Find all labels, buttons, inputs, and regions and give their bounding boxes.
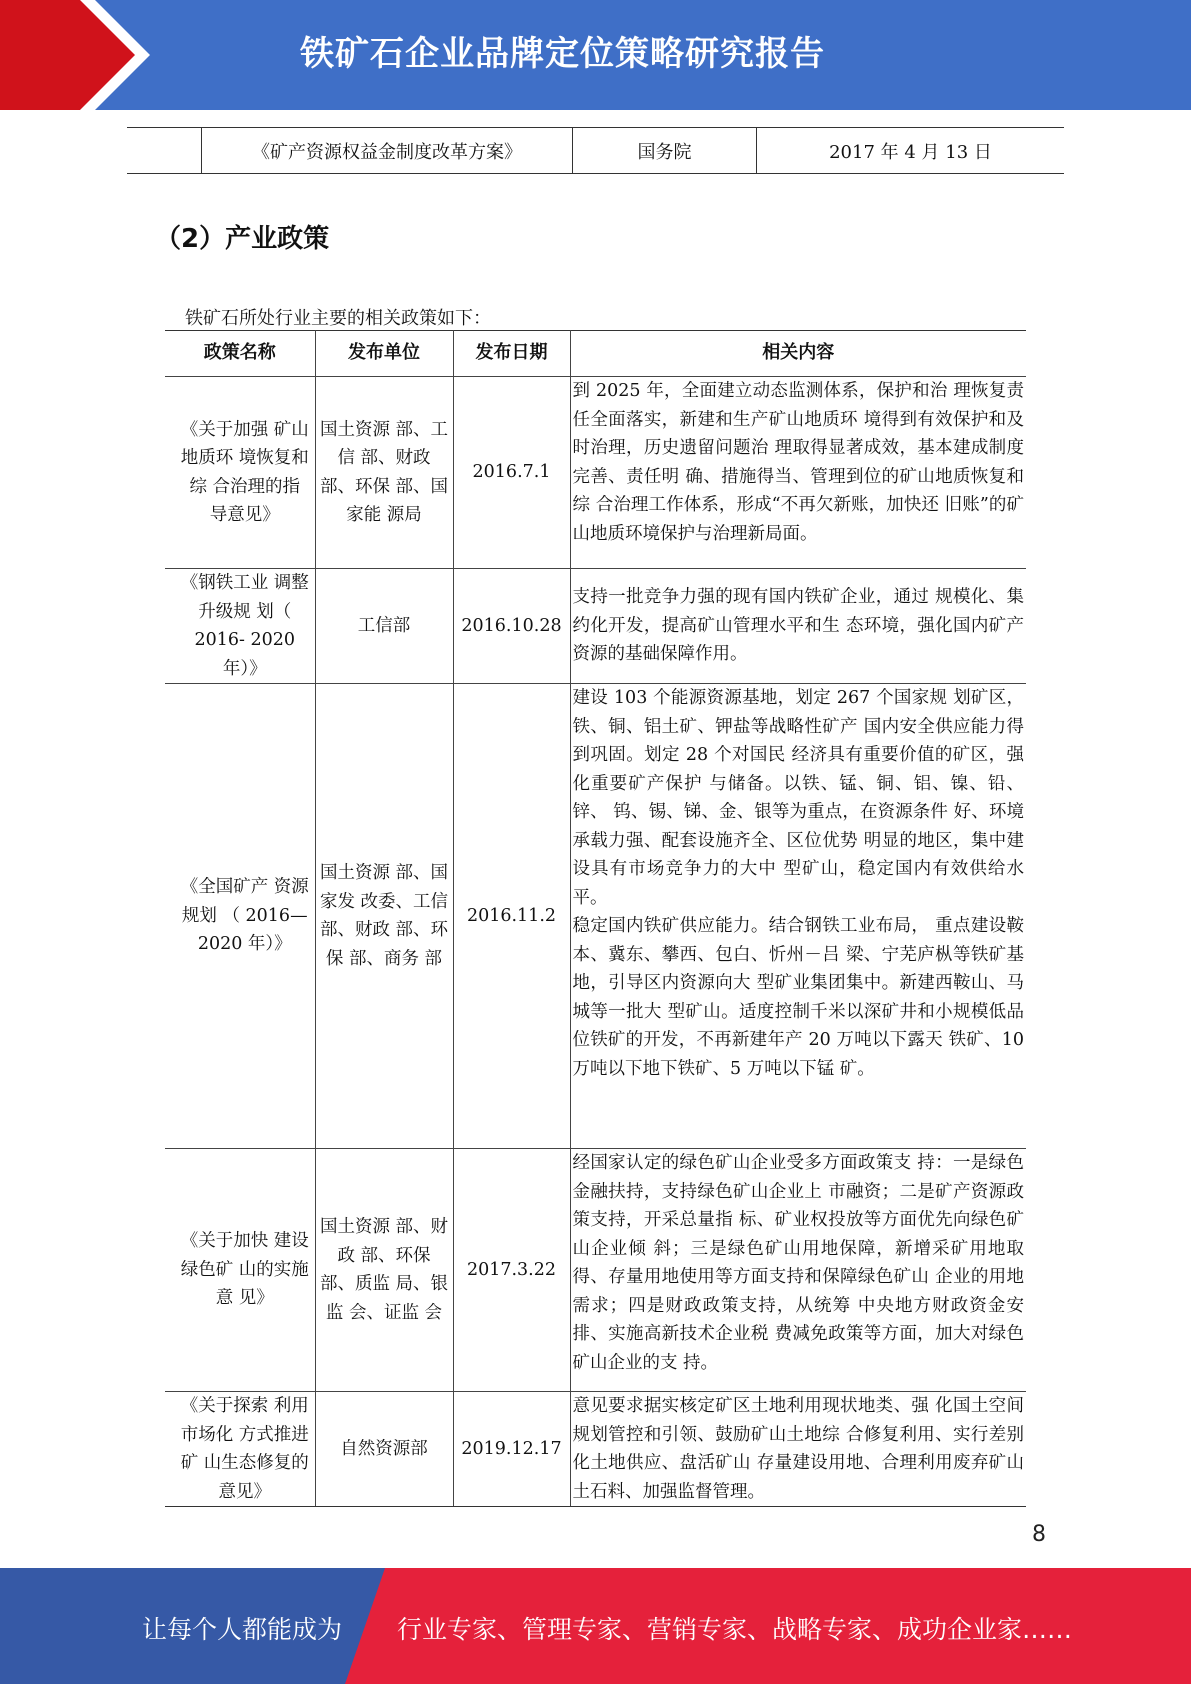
issuer: 自然资源部 (315, 1392, 453, 1507)
table-row (127, 128, 1064, 174)
issuer: 国土资源 部、国家发 改委、工信 部、财政 部、环保 部、商务 部 (315, 684, 453, 1149)
policy-name-cell: 《矿产资源权益金制度改革方案》 (202, 128, 573, 174)
column-header: 相关内容 (570, 331, 1026, 377)
policy-name: 《关于加快 建设绿色矿 山的实施意 见》 (165, 1149, 315, 1392)
policy-table (165, 330, 1026, 1507)
section-heading: （2）产业政策 (155, 224, 330, 254)
table-cell (127, 128, 202, 174)
page-number: 8 (1032, 1522, 1046, 1547)
policy-name: 《钢铁工业 调整升级规 划（ 2016- 2020 年）》 (165, 569, 315, 684)
page-header (0, 0, 1191, 110)
issuer: 国土资源 部、工信 部、财政 部、环保 部、国家能 源局 (315, 377, 453, 569)
policy-content-part: 稳定国内铁矿供应能力。结合钢铁工业布局， 重点建设鞍本、冀东、攀西、包白、忻州－吕 梁、宁芜庐枞等铁矿基地，引导区内资源向大 型矿业集团集中。新建西鞍山、马城等一批大 型矿山。适度控制千米以深矿井和小规模低品 位铁矿的开发，不再新建年产 20 万吨以下露天 铁矿、10 万吨以下地下铁矿、5 万吨以下锰 矿。 (572, 916, 1024, 1079)
issuer: 工信部 (315, 569, 453, 684)
table-row (165, 684, 1026, 1149)
date-cell: 2017 年 4 月 13 日 (757, 128, 1065, 174)
report-title: 铁矿石企业品牌定位策略研究报告 (300, 34, 825, 74)
policy-name: 《关于加强 矿山地质环 境恢复和综 合治理的指 导意见》 (165, 377, 315, 569)
page-footer (0, 1568, 1191, 1684)
table-row (165, 569, 1026, 684)
column-header: 发布单位 (315, 331, 453, 377)
table-row (165, 1392, 1026, 1507)
policy-content: 经国家认定的绿色矿山企业受多方面政策支 持：一是绿色金融扶持，支持绿色矿山企业上 市融资；二是矿产资源政策支持，开采总量指 标、矿业权投放等方面优先向绿色矿山企业倾 斜；三是绿色矿山用地保障，新增采矿用地取 得、存量用地使用等方面支持和保障绿色矿山 企业的用地需求；四是财政政策支持，从统筹 中央地方财政资金安排、实施高新技术企业税 费减免政策等方面，加大对绿色矿山企业的支 持。 (570, 1149, 1026, 1392)
table-header-row (165, 331, 1026, 377)
table-row (165, 1149, 1026, 1392)
issue-date: 2016.7.1 (453, 377, 570, 569)
column-header: 发布日期 (453, 331, 570, 377)
intro-text: 铁矿石所处行业主要的相关政策如下： (185, 308, 491, 329)
policy-content: 支持一批竞争力强的现有国内铁矿企业，通过 规模化、集约化开发，提高矿山管理水平和生 态环境，强化国内矿产资源的基础保障作用。 (570, 569, 1026, 684)
policy-content: 到 2025 年，全面建立动态监测体系，保护和治 理恢复责任全面落实，新建和生产矿山地质环 境得到有效保护和及时治理，历史遗留问题治 理取得显著成效，基本建成制度完善、责任明 确、措施得当、管理到位的矿山地质恢复和综 合治理工作体系，形成“不再欠新账，加快还 旧账”的矿山地质环境保护与治理新局面。 (570, 377, 1026, 569)
policy-content (570, 684, 1026, 1149)
issuer-cell: 国务院 (573, 128, 757, 174)
footer-slogan-left: 让每个人都能成为 (142, 1615, 343, 1644)
issue-date: 2016.11.2 (453, 684, 570, 1149)
issue-date: 2017.3.22 (453, 1149, 570, 1392)
issue-date: 2016.10.28 (453, 569, 570, 684)
top-table (127, 127, 1064, 174)
policy-name: 《关于探索 利用市场化 方式推进矿 山生态修复的意见》 (165, 1392, 315, 1507)
issue-date: 2019.12.17 (453, 1392, 570, 1507)
column-header: 政策名称 (165, 331, 315, 377)
policy-content-part: 建设 103 个能源资源基地，划定 267 个国家规 划矿区，铁、铜、铝土矿、钾盐等战略性矿产 国内安全供应能力得到巩固。划定 28 个对国民 经济具有重要价值的矿区，强化重要矿产保护 与储备。以铁、锰、铜、铝、镍、铅、锌、 钨、锡、锑、金、银等为重点，在资源条件 好、环境承载力强、配套设施齐全、区位优势 明显的地区，集中建设具有市场竞争力的大中 型矿山，稳定国内有效供给水平。 (572, 688, 1024, 908)
footer-slogan-right: 行业专家、管理专家、营销专家、战略专家、成功企业家…… (397, 1615, 1073, 1644)
policy-name: 《全国矿产 资源规划 （ 2016— 2020 年）》 (165, 684, 315, 1149)
policy-content: 意见要求据实核定矿区土地利用现状地类、强 化国土空间规划管控和引领、鼓励矿山土地综 合修复利用、实行差别化土地供应、盘活矿山 存量建设用地、合理利用废弃矿山土石料、加强监督管理。 (570, 1392, 1026, 1507)
issuer: 国土资源 部、财政 部、环保 部、质监 局、银监 会、证监 会 (315, 1149, 453, 1392)
table-row (165, 377, 1026, 569)
